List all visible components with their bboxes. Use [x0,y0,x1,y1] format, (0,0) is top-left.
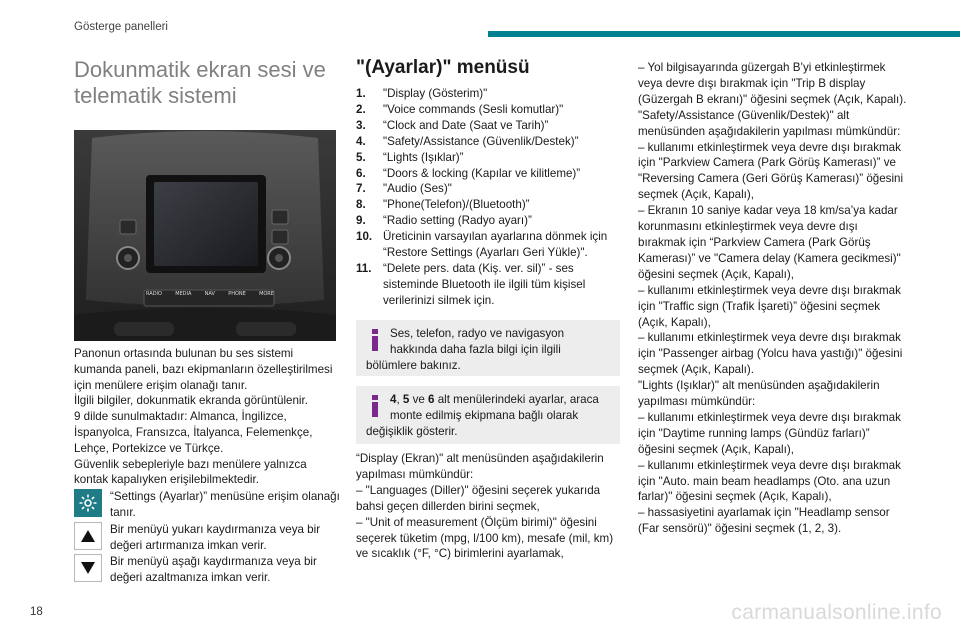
icon-row-settings [74,489,340,521]
list-item [356,213,620,229]
paragraph: Panonun ortasında bulunan bu ses sistemi kumanda paneli, bazı ekipmanların özelleştirilmesi için menülere erişim olanağı tanır. [74,347,333,392]
paragraph: İlgili bilgiler, dokunmatik ekranda görüntülenir. [74,394,308,408]
paragraph: Güvenlik sebepleriyle bazı menülere yalnızca kontak kapalıyken erişilebilmektedir. [74,457,307,487]
paragraph: – "Languages (Diller)" öğesini seçerek yukarıda bahsi geçen dillerden birini seçmek, [356,483,601,513]
item-number: 4. [356,134,366,148]
item-number: 6. [356,166,366,180]
arrow-up-icon [74,522,102,550]
dashboard-button-nav: NAV [204,291,215,297]
list-item [356,229,620,261]
note-text: Ses, telefon, radyo ve navigasyon hakkında daha fazla bilgi için ilgili bölümlere bakınız. [366,327,565,372]
dashboard-button-row [146,291,274,297]
icon-row-down [74,554,340,586]
page-number: 18 [30,606,43,618]
list-item [356,118,620,134]
icon-row-text: Bir menüyü aşağı kaydırmanıza veya bir değeri azaltmanıza imkan verir. [110,555,317,585]
item-text: “Radio setting (Radyo ayarı)” [383,214,532,228]
note-number: 6 [428,393,435,406]
header-rule [488,31,960,37]
column-1-body [74,346,340,586]
running-header: Gösterge panelleri [74,21,168,33]
item-number: 9. [356,214,366,228]
paragraph: – kullanımı etkinleştirmek veya devre dışı bırakmak için "Daytime running lamps (Gündüz farları)” öğesini seçmek (Açık, Kapalı), [638,410,901,456]
icon-row-text: “Settings (Ayarlar)” menüsüne erişim olanağı tanır. [110,490,340,519]
info-note-2 [356,386,620,444]
item-number: 3. [356,118,366,132]
list-item [356,197,620,213]
paragraph: 9 dilde sunulmaktadır: Almanca, İngilizce, İspanyolca, Fransızca, İtalyanca, Felemenkçe, Lehçe, Portekizce ve Türkçe. [74,410,313,455]
item-text: "Phone(Telefon)/(Bluetooth)” [383,198,530,212]
section-title: "(Ayarlar)" menüsü [356,57,530,78]
dashboard-button-media: MEDIA [175,291,192,297]
paragraph: – kullanımı etkinleştirmek veya devre dışı bırakmak için "Parkview Camera (Park Görüş Kamerası)” ve "Reversing Camera (Geri Görüş Kamerası)” öğesini seçmek (Açık, Kapalı), [638,140,904,202]
list-item [356,261,620,309]
note-separator: , [396,393,403,406]
icon-row-up [74,522,340,554]
item-text: "Voice commands (Sesli komutlar)" [383,102,564,116]
watermark: carmanualsonline.info [731,601,942,624]
paragraph: "Safety/Assistance (Güvenlik/Destek)" alt menüsünden aşağıdakilerin yapılması mümkündür: [638,108,901,138]
item-number: 7. [356,182,366,196]
paragraph: “Display (Ekran)" alt menüsünden aşağıdakilerin yapılması mümkündür: [356,452,604,481]
dashboard-button-more: MORE [259,291,274,297]
item-number: 8. [356,198,366,212]
column-3-body [638,60,908,537]
list-item [356,150,620,166]
item-text: "Audio (Ses)" [383,182,452,196]
item-text: "Display (Gösterim)" [383,87,488,100]
arrow-down-icon [74,554,102,582]
paragraph: – hassasiyetini ayarlamak için "Headlamp sensor (Far sensörü)" öğesini seçmek (1, 2, 3). [638,506,890,536]
list-item [356,102,620,118]
list-item [356,86,620,102]
item-text: “Doors & locking (Kapılar ve kilitleme)” [383,166,581,180]
item-text: “Lights (Işıklar)” [383,150,464,164]
paragraph: – kullanımı etkinleştirmek veya devre dışı bırakmak için "Passenger airbag (Yolcu hava yastığı)" öğesini seçmek (Açık, Kapalı). [638,331,903,377]
info-icon [370,329,380,351]
item-number: 1. [356,87,366,100]
dashboard-button-phone: PHONE [228,291,246,297]
item-text: “Clock and Date (Saat ve Tarih)” [383,118,549,132]
list-item [356,134,620,150]
info-note-1 [356,320,620,376]
paragraph: – kullanımı etkinleştirmek veya devre dışı bırakmak için "Traffic sign (Trafik İşareti)” öğesini seçmek (Açık, Kapalı), [638,283,901,329]
list-item [356,166,620,182]
list-item [356,181,620,197]
column-2-bottom-text [356,451,622,562]
paragraph: – kullanımı etkinleştirmek veya devre dışı bırakmak için "Auto. main beam headlamps (Oto. ana uzun farlar)" öğesini seçmek (Açık, Kapalı), [638,458,901,504]
item-text: “Delete pers. data (Kiş. ver. sil)” - ses sisteminde Bluetooth ile ilgili tüm kişisel verilerinizi silmek için. [383,261,586,307]
item-text: Üreticinin varsayılan ayarlarına dönmek için “Restore Settings (Ayarları Geri Yükle)". [383,230,608,260]
item-text: "Safety/Assistance (Güvenlik/Destek)” [383,134,579,148]
settings-menu-list [356,86,620,309]
paragraph: – Yol bilgisayarında güzergah B’yi etkinleştirmek veya devre dışı bırakmak için "Trip B display (Güzergah B ekranı)" öğesini seçmek (Açık, Kapalı). [638,61,907,106]
main-title: Dokunmatik ekran sesi ve telematik sistemi [74,57,326,108]
item-number: 2. [356,102,366,116]
note-number: 4 [390,393,397,406]
paragraph: – "Unit of measurement (Ölçüm birimi)" öğesini seçerek tüketim (mpg, l/100 km), mesafe (mil, km) ve sıcaklık (°F, °C) birimlerini ayarlamak, [356,515,614,561]
item-number: 11. [356,261,372,275]
item-number: 10. [356,230,373,244]
dashboard-photo [74,130,336,341]
settings-gear-icon [74,489,102,517]
dashboard-illustration [74,130,336,341]
note-separator: ve [409,393,429,406]
note-text: alt menülerindeki ayarlar, araca monte edilmiş ekipmana bağlı olarak değişiklik gösterir. [366,393,599,438]
paragraph: – Ekranın 10 saniye kadar veya 18 km/sa’ya kadar korunmasını etkinleştirmek veya devre dışı bırakmak için “Parkview Camera (Park Görüş Kamerası)” ve "Camera delay (Kamera gecikmesi)" öğesini seçmek (Açık, Kapalı), [638,204,901,281]
icon-row-text: Bir menüyü yukarı kaydırmanıza veya bir değeri artırmanıza imkan verir. [110,522,321,552]
paragraph: "Lights (Işıklar)" alt menüsünden aşağıdakilerin yapılması mümkündür: [638,379,880,409]
info-icon [370,395,380,417]
dashboard-button-radio: RADIO [146,291,162,297]
note-number: 5 [402,393,410,406]
item-number: 5. [356,150,366,164]
